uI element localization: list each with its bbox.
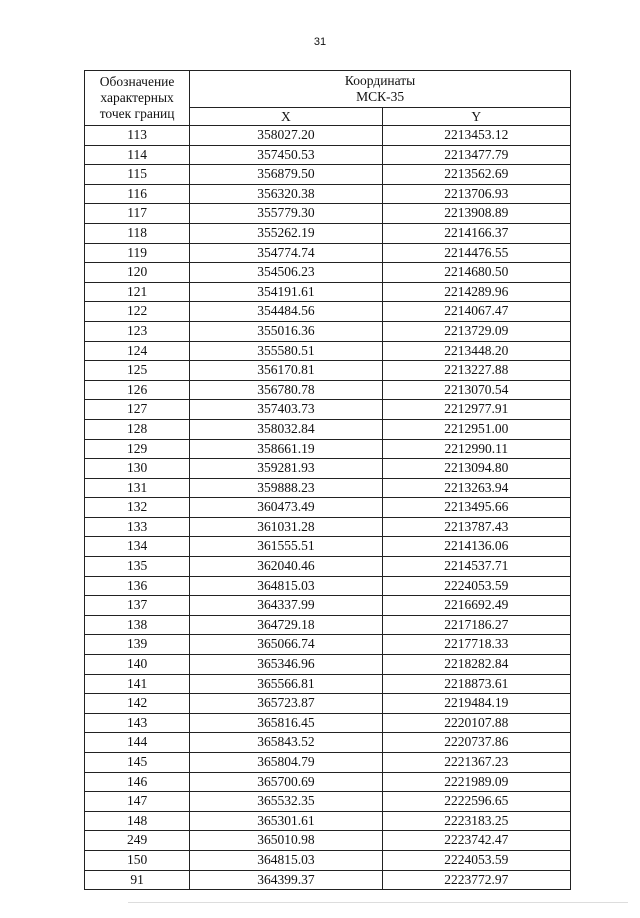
table-row xyxy=(85,517,571,537)
y-coordinate-cell: 2214166.37 xyxy=(382,223,570,243)
point-id-cell: 139 xyxy=(85,635,190,655)
point-id-cell: 126 xyxy=(85,380,190,400)
y-coordinate-cell: 2213706.93 xyxy=(382,184,570,204)
point-id-cell: 129 xyxy=(85,439,190,459)
table-row xyxy=(85,321,571,341)
table-row xyxy=(85,302,571,322)
y-coordinate-cell: 2223772.97 xyxy=(382,870,570,890)
point-designation-header xyxy=(85,71,190,126)
table-row xyxy=(85,753,571,773)
point-id-cell: 119 xyxy=(85,243,190,263)
x-coordinate-cell: 354774.74 xyxy=(190,243,382,263)
x-coordinate-cell: 355580.51 xyxy=(190,341,382,361)
x-coordinate-cell: 354191.61 xyxy=(190,282,382,302)
point-id-cell: 124 xyxy=(85,341,190,361)
table-row xyxy=(85,811,571,831)
table-row xyxy=(85,792,571,812)
header-row-top xyxy=(85,71,571,108)
x-coordinate-cell: 355779.30 xyxy=(190,204,382,224)
y-coordinate-cell: 2216692.49 xyxy=(382,596,570,616)
x-coordinate-cell: 365532.35 xyxy=(190,792,382,812)
x-coordinate-cell: 365843.52 xyxy=(190,733,382,753)
page-number: 31 xyxy=(313,36,327,48)
table-row xyxy=(85,263,571,283)
x-coordinate-cell: 365816.45 xyxy=(190,713,382,733)
table-row xyxy=(85,674,571,694)
x-coordinate-cell: 365700.69 xyxy=(190,772,382,792)
table-row xyxy=(85,439,571,459)
x-coordinate-cell: 358027.20 xyxy=(190,126,382,146)
y-coordinate-cell: 2213448.20 xyxy=(382,341,570,361)
point-id-cell: 131 xyxy=(85,478,190,498)
point-id-cell: 115 xyxy=(85,165,190,185)
table-row xyxy=(85,459,571,479)
y-coordinate-cell: 2217186.27 xyxy=(382,615,570,635)
x-coordinate-cell: 357450.53 xyxy=(190,145,382,165)
x-column-header: X xyxy=(190,108,382,126)
table-row xyxy=(85,557,571,577)
table-row xyxy=(85,831,571,851)
x-coordinate-cell: 365066.74 xyxy=(190,635,382,655)
y-coordinate-cell: 2221367.23 xyxy=(382,753,570,773)
x-coordinate-cell: 365301.61 xyxy=(190,811,382,831)
point-id-cell: 121 xyxy=(85,282,190,302)
y-coordinate-cell: 2217718.33 xyxy=(382,635,570,655)
point-id-cell: 127 xyxy=(85,400,190,420)
y-coordinate-cell: 2212977.91 xyxy=(382,400,570,420)
y-coordinate-cell: 2213908.89 xyxy=(382,204,570,224)
table-row xyxy=(85,145,571,165)
y-coordinate-cell: 2213787.43 xyxy=(382,517,570,537)
x-coordinate-cell: 364729.18 xyxy=(190,615,382,635)
x-coordinate-cell: 365010.98 xyxy=(190,831,382,851)
table-row xyxy=(85,243,571,263)
point-id-cell: 91 xyxy=(85,870,190,890)
point-id-cell: 143 xyxy=(85,713,190,733)
point-label-line: характерных xyxy=(100,90,174,105)
point-id-cell: 113 xyxy=(85,126,190,146)
x-coordinate-cell: 356879.50 xyxy=(190,165,382,185)
point-id-cell: 125 xyxy=(85,361,190,381)
x-coordinate-cell: 365723.87 xyxy=(190,694,382,714)
coordinates-header xyxy=(190,71,571,108)
y-coordinate-cell: 2214136.06 xyxy=(382,537,570,557)
x-coordinate-cell: 361031.28 xyxy=(190,517,382,537)
y-coordinate-cell: 2214537.71 xyxy=(382,557,570,577)
x-coordinate-cell: 365346.96 xyxy=(190,655,382,675)
point-id-cell: 123 xyxy=(85,321,190,341)
table-row xyxy=(85,615,571,635)
x-coordinate-cell: 362040.46 xyxy=(190,557,382,577)
table-row xyxy=(85,655,571,675)
y-coordinate-cell: 2213495.66 xyxy=(382,498,570,518)
table-row xyxy=(85,400,571,420)
x-coordinate-cell: 356320.38 xyxy=(190,184,382,204)
y-coordinate-cell: 2219484.19 xyxy=(382,694,570,714)
point-id-cell: 148 xyxy=(85,811,190,831)
coords-system-line: МСК-35 xyxy=(356,89,405,104)
point-id-cell: 145 xyxy=(85,753,190,773)
point-id-cell: 146 xyxy=(85,772,190,792)
x-coordinate-cell: 364815.03 xyxy=(190,850,382,870)
point-id-cell: 132 xyxy=(85,498,190,518)
y-coordinate-cell: 2213562.69 xyxy=(382,165,570,185)
x-coordinate-cell: 359281.93 xyxy=(190,459,382,479)
table-row xyxy=(85,498,571,518)
y-coordinate-cell: 2212990.11 xyxy=(382,439,570,459)
x-coordinate-cell: 358032.84 xyxy=(190,419,382,439)
table-body xyxy=(85,126,571,890)
y-coordinate-cell: 2224053.59 xyxy=(382,850,570,870)
y-coordinate-cell: 2223742.47 xyxy=(382,831,570,851)
y-coordinate-cell: 2213729.09 xyxy=(382,321,570,341)
point-id-cell: 117 xyxy=(85,204,190,224)
point-id-cell: 137 xyxy=(85,596,190,616)
table-row xyxy=(85,537,571,557)
y-coordinate-cell: 2212951.00 xyxy=(382,419,570,439)
x-coordinate-cell: 365804.79 xyxy=(190,753,382,773)
point-id-cell: 116 xyxy=(85,184,190,204)
y-coordinate-cell: 2213227.88 xyxy=(382,361,570,381)
y-coordinate-cell: 2220107.88 xyxy=(382,713,570,733)
y-coordinate-cell: 2214067.47 xyxy=(382,302,570,322)
point-id-cell: 134 xyxy=(85,537,190,557)
x-coordinate-cell: 364815.03 xyxy=(190,576,382,596)
x-coordinate-cell: 358661.19 xyxy=(190,439,382,459)
y-column-header: Y xyxy=(382,108,570,126)
table-row xyxy=(85,772,571,792)
table-row xyxy=(85,282,571,302)
x-coordinate-cell: 355016.36 xyxy=(190,321,382,341)
point-id-cell: 142 xyxy=(85,694,190,714)
table-row xyxy=(85,126,571,146)
table-row xyxy=(85,694,571,714)
y-coordinate-cell: 2213263.94 xyxy=(382,478,570,498)
point-id-cell: 118 xyxy=(85,223,190,243)
x-coordinate-cell: 360473.49 xyxy=(190,498,382,518)
x-coordinate-cell: 354506.23 xyxy=(190,263,382,283)
point-id-cell: 144 xyxy=(85,733,190,753)
y-coordinate-cell: 2213094.80 xyxy=(382,459,570,479)
y-coordinate-cell: 2220737.86 xyxy=(382,733,570,753)
table-row xyxy=(85,419,571,439)
point-id-cell: 136 xyxy=(85,576,190,596)
table-row xyxy=(85,204,571,224)
point-id-cell: 135 xyxy=(85,557,190,577)
x-coordinate-cell: 357403.73 xyxy=(190,400,382,420)
x-coordinate-cell: 359888.23 xyxy=(190,478,382,498)
point-id-cell: 138 xyxy=(85,615,190,635)
x-coordinate-cell: 356780.78 xyxy=(190,380,382,400)
table-row xyxy=(85,733,571,753)
y-coordinate-cell: 2222596.65 xyxy=(382,792,570,812)
x-coordinate-cell: 354484.56 xyxy=(190,302,382,322)
y-coordinate-cell: 2213070.54 xyxy=(382,380,570,400)
y-coordinate-cell: 2214476.55 xyxy=(382,243,570,263)
coordinates-table xyxy=(84,70,571,890)
point-id-cell: 141 xyxy=(85,674,190,694)
x-coordinate-cell: 356170.81 xyxy=(190,361,382,381)
point-id-cell: 249 xyxy=(85,831,190,851)
table-row xyxy=(85,361,571,381)
y-coordinate-cell: 2223183.25 xyxy=(382,811,570,831)
point-id-cell: 140 xyxy=(85,655,190,675)
y-coordinate-cell: 2214289.96 xyxy=(382,282,570,302)
y-coordinate-cell: 2224053.59 xyxy=(382,576,570,596)
y-coordinate-cell: 2218282.84 xyxy=(382,655,570,675)
point-id-cell: 130 xyxy=(85,459,190,479)
y-coordinate-cell: 2213453.12 xyxy=(382,126,570,146)
y-coordinate-cell: 2214680.50 xyxy=(382,263,570,283)
x-coordinate-cell: 361555.51 xyxy=(190,537,382,557)
page-bottom-edge xyxy=(128,902,628,903)
y-coordinate-cell: 2218873.61 xyxy=(382,674,570,694)
table-row xyxy=(85,478,571,498)
table-row xyxy=(85,635,571,655)
point-id-cell: 147 xyxy=(85,792,190,812)
x-coordinate-cell: 364399.37 xyxy=(190,870,382,890)
point-id-cell: 133 xyxy=(85,517,190,537)
table-row xyxy=(85,165,571,185)
table-row xyxy=(85,870,571,890)
point-id-cell: 122 xyxy=(85,302,190,322)
table-row xyxy=(85,223,571,243)
x-coordinate-cell: 355262.19 xyxy=(190,223,382,243)
point-id-cell: 120 xyxy=(85,263,190,283)
point-id-cell: 150 xyxy=(85,850,190,870)
y-coordinate-cell: 2221989.09 xyxy=(382,772,570,792)
table-row xyxy=(85,850,571,870)
table-row xyxy=(85,341,571,361)
y-coordinate-cell: 2213477.79 xyxy=(382,145,570,165)
point-label-line: Обозначение xyxy=(99,74,175,89)
point-id-cell: 128 xyxy=(85,419,190,439)
table-row xyxy=(85,713,571,733)
table-row xyxy=(85,380,571,400)
point-id-cell: 114 xyxy=(85,145,190,165)
coords-title-line: Координаты xyxy=(344,73,416,88)
point-label-line: точек границ xyxy=(99,106,175,121)
table-row xyxy=(85,184,571,204)
table-row xyxy=(85,596,571,616)
x-coordinate-cell: 364337.99 xyxy=(190,596,382,616)
table-row xyxy=(85,576,571,596)
x-coordinate-cell: 365566.81 xyxy=(190,674,382,694)
